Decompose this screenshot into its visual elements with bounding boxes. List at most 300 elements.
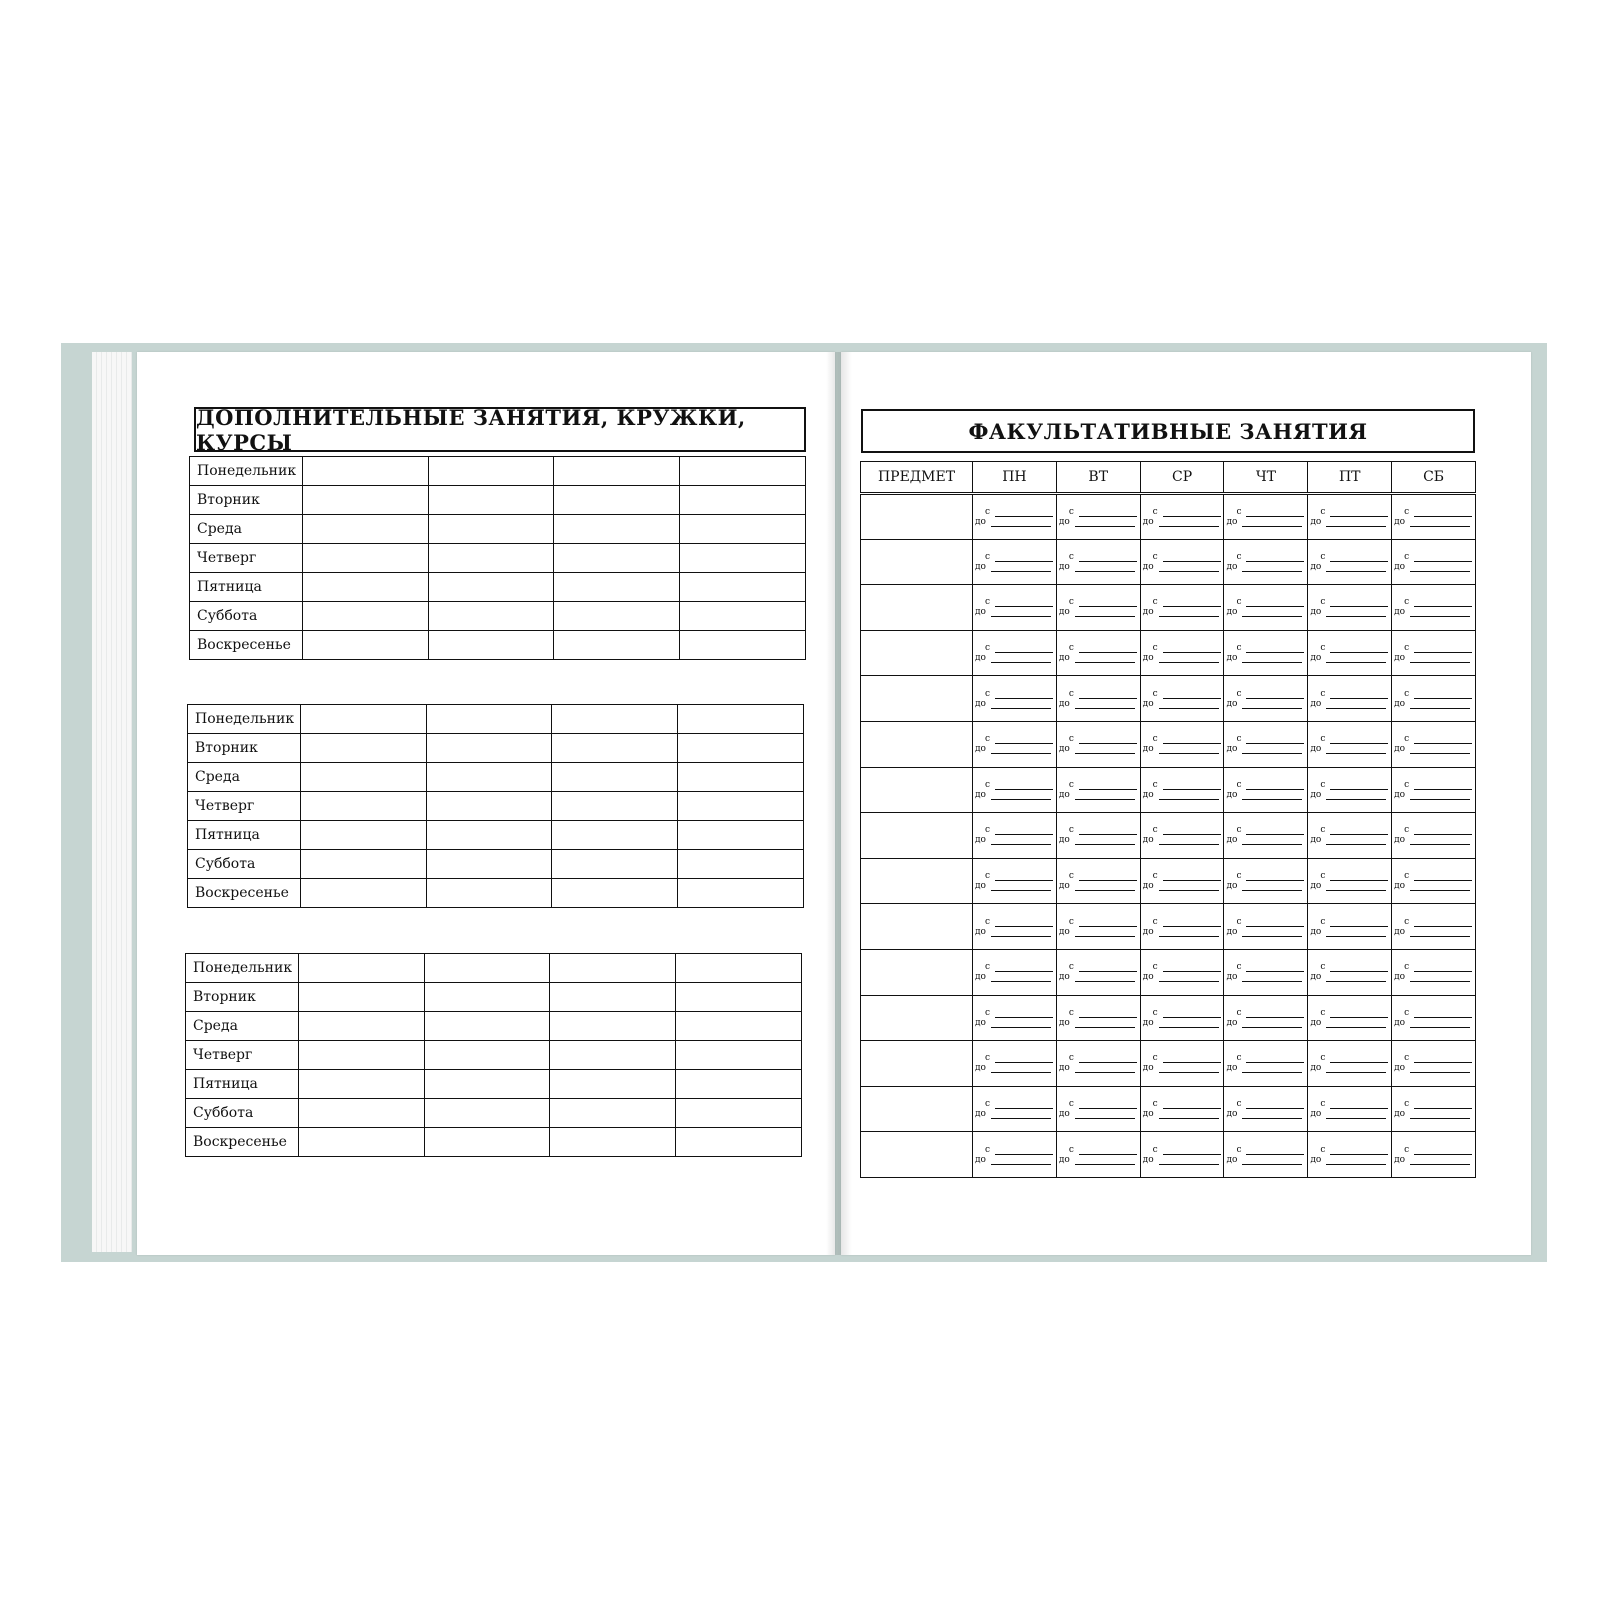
- from-line: [1079, 918, 1137, 927]
- to-label: до: [975, 835, 986, 846]
- subject-cell: [861, 767, 973, 813]
- blank-cell: [554, 457, 680, 486]
- to-label: до: [975, 1109, 986, 1120]
- from-line: [1414, 918, 1472, 927]
- day-label: Понедельник: [186, 954, 299, 983]
- from-line: [1163, 690, 1221, 699]
- time-slot: [1394, 1145, 1473, 1165]
- time-slot-cell: [1224, 630, 1308, 676]
- blank-cell: [298, 1041, 424, 1070]
- to-label: до: [1058, 744, 1070, 755]
- from-label: с: [1152, 1099, 1158, 1110]
- time-slot-cell: [973, 995, 1057, 1041]
- time-slot-cell: [973, 813, 1057, 859]
- time-slot: [1059, 780, 1138, 800]
- time-slot: [975, 734, 1054, 754]
- time-slot: [1394, 1008, 1473, 1028]
- to-line: [1242, 1156, 1302, 1165]
- to-line: [991, 973, 1051, 982]
- subject-cell: [861, 676, 973, 722]
- to-line: [1410, 1019, 1470, 1028]
- subject-cell: [861, 721, 973, 767]
- from-line: [1246, 918, 1304, 927]
- from-line: [1079, 553, 1137, 562]
- time-slot: [1394, 689, 1473, 709]
- blank-cell: [554, 573, 680, 602]
- subject-cell: [861, 494, 973, 540]
- time-slot-cell: [1056, 904, 1140, 950]
- to-line: [1410, 700, 1470, 709]
- blank-cell: [300, 734, 426, 763]
- time-slot-cell: [1140, 676, 1224, 722]
- blank-cell: [680, 544, 806, 573]
- blank-cell: [680, 631, 806, 660]
- blank-cell: [550, 983, 676, 1012]
- to-label: до: [1142, 698, 1154, 709]
- time-slot: [975, 552, 1054, 572]
- time-slot: [1310, 734, 1389, 754]
- days-table-1-row: [190, 573, 806, 602]
- days-table-1-row: [190, 602, 806, 631]
- time-slot-cell: [1140, 539, 1224, 585]
- from-label: с: [1152, 1007, 1158, 1018]
- from-label: с: [1152, 916, 1158, 927]
- header-wed: СР: [1140, 462, 1224, 494]
- from-label: с: [1404, 779, 1410, 790]
- time-slot-cell: [973, 1132, 1057, 1178]
- from-label: с: [1068, 506, 1074, 517]
- time-slot: [975, 825, 1054, 845]
- from-line: [1246, 1146, 1304, 1155]
- from-label: с: [1320, 734, 1326, 745]
- to-label: до: [1142, 835, 1154, 846]
- time-slot-cell: [1392, 630, 1476, 676]
- to-label: до: [1058, 789, 1070, 800]
- to-label: до: [975, 1154, 986, 1165]
- from-label: с: [1404, 1144, 1410, 1155]
- days-table-2-row: [188, 821, 804, 850]
- from-line: [1246, 508, 1304, 517]
- from-label: с: [1068, 597, 1074, 608]
- day-label: Воскресенье: [190, 631, 303, 660]
- time-slot-cell: [1056, 494, 1140, 540]
- day-label: Суббота: [188, 850, 301, 879]
- to-label: до: [1394, 835, 1406, 846]
- to-label: до: [1058, 881, 1070, 892]
- time-slot-cell: [1392, 1132, 1476, 1178]
- time-slot: [1059, 825, 1138, 845]
- from-label: с: [1068, 962, 1074, 973]
- blank-cell: [298, 954, 424, 983]
- from-line: [1079, 598, 1137, 607]
- from-line: [1246, 690, 1304, 699]
- from-line: [1163, 553, 1221, 562]
- to-line: [1242, 563, 1302, 572]
- time-slot: [1226, 1008, 1305, 1028]
- to-label: до: [1394, 698, 1406, 709]
- to-label: до: [1058, 972, 1070, 983]
- to-label: до: [1058, 698, 1070, 709]
- blank-cell: [428, 486, 554, 515]
- time-slot: [1394, 643, 1473, 663]
- from-label: с: [1236, 871, 1242, 882]
- to-label: до: [1310, 607, 1322, 618]
- time-slot-cell: [973, 949, 1057, 995]
- time-slot-cell: [973, 904, 1057, 950]
- time-slot: [975, 643, 1054, 663]
- blank-cell: [676, 983, 802, 1012]
- to-label: до: [975, 561, 986, 572]
- blank-cell: [302, 457, 428, 486]
- time-slot-cell: [1056, 630, 1140, 676]
- from-line: [995, 963, 1053, 972]
- from-label: с: [1236, 779, 1242, 790]
- day-label: Пятница: [188, 821, 301, 850]
- blank-cell: [428, 602, 554, 631]
- from-line: [1246, 963, 1304, 972]
- from-line: [1246, 598, 1304, 607]
- days-table-2: [187, 704, 804, 908]
- from-label: с: [1404, 597, 1410, 608]
- time-slot-cell: [1308, 858, 1392, 904]
- from-label: с: [1152, 871, 1158, 882]
- blank-cell: [678, 821, 804, 850]
- from-line: [995, 1146, 1053, 1155]
- to-line: [1075, 563, 1135, 572]
- time-slot-cell: [973, 1086, 1057, 1132]
- to-line: [1242, 836, 1302, 845]
- blank-cell: [302, 486, 428, 515]
- from-label: с: [1404, 1053, 1410, 1064]
- page-edges: [92, 352, 132, 1252]
- from-label: с: [1068, 825, 1074, 836]
- to-label: до: [1310, 881, 1322, 892]
- day-label: Среда: [190, 515, 303, 544]
- days-table-1: [189, 456, 806, 660]
- electives-header-row: [861, 462, 1476, 494]
- from-label: с: [1152, 825, 1158, 836]
- blank-cell: [424, 1099, 550, 1128]
- elective-row: [861, 767, 1476, 813]
- blank-cell: [302, 573, 428, 602]
- blank-cell: [552, 734, 678, 763]
- to-line: [1242, 1064, 1302, 1073]
- time-slot: [975, 962, 1054, 982]
- time-slot: [1394, 917, 1473, 937]
- from-line: [1414, 781, 1472, 790]
- to-label: до: [1310, 835, 1322, 846]
- to-label: до: [1310, 698, 1322, 709]
- to-label: до: [975, 1017, 986, 1028]
- blank-cell: [676, 1099, 802, 1128]
- time-slot-cell: [973, 858, 1057, 904]
- to-line: [1159, 791, 1219, 800]
- day-label: Суббота: [190, 602, 303, 631]
- day-label: Среда: [186, 1012, 299, 1041]
- time-slot-cell: [1140, 494, 1224, 540]
- to-label: до: [1226, 881, 1238, 892]
- from-line: [1414, 553, 1472, 562]
- time-slot: [1394, 871, 1473, 891]
- time-slot: [1226, 734, 1305, 754]
- time-slot-cell: [1224, 1086, 1308, 1132]
- from-label: с: [1152, 1053, 1158, 1064]
- time-slot: [975, 1053, 1054, 1073]
- elective-row: [861, 676, 1476, 722]
- time-slot-cell: [1392, 858, 1476, 904]
- time-slot-cell: [973, 721, 1057, 767]
- from-line: [1414, 508, 1472, 517]
- day-label: Четверг: [188, 792, 301, 821]
- to-line: [1075, 700, 1135, 709]
- day-label: Среда: [188, 763, 301, 792]
- from-line: [1079, 963, 1137, 972]
- blank-cell: [552, 850, 678, 879]
- time-slot: [1059, 552, 1138, 572]
- from-label: с: [1404, 962, 1410, 973]
- to-line: [1326, 1156, 1386, 1165]
- from-line: [1079, 644, 1137, 653]
- time-slot-cell: [1140, 721, 1224, 767]
- from-line: [995, 1009, 1053, 1018]
- from-line: [995, 918, 1053, 927]
- time-slot: [1059, 507, 1138, 527]
- to-line: [1242, 745, 1302, 754]
- time-slot-cell: [1392, 813, 1476, 859]
- blank-cell: [302, 515, 428, 544]
- time-slot: [1394, 1053, 1473, 1073]
- days-table-3-row: [186, 1099, 802, 1128]
- from-line: [1163, 918, 1221, 927]
- time-slot: [1059, 689, 1138, 709]
- blank-cell: [552, 879, 678, 908]
- to-line: [1159, 518, 1219, 527]
- time-slot: [1059, 597, 1138, 617]
- time-slot-cell: [1224, 767, 1308, 813]
- from-label: с: [985, 1053, 991, 1064]
- elective-row: [861, 585, 1476, 631]
- to-line: [991, 928, 1051, 937]
- to-label: до: [1310, 744, 1322, 755]
- days-table-1-row: [190, 544, 806, 573]
- from-line: [995, 598, 1053, 607]
- to-label: до: [1394, 926, 1406, 937]
- subject-cell: [861, 904, 973, 950]
- electives-table: [860, 461, 1476, 1178]
- from-label: с: [1068, 734, 1074, 745]
- blank-cell: [298, 1128, 424, 1157]
- to-line: [991, 1156, 1051, 1165]
- to-line: [1410, 563, 1470, 572]
- from-line: [1414, 1009, 1472, 1018]
- from-line: [1079, 1054, 1137, 1063]
- from-label: с: [985, 916, 991, 927]
- time-slot: [1226, 1053, 1305, 1073]
- time-slot: [1226, 962, 1305, 982]
- time-slot-cell: [973, 494, 1057, 540]
- to-label: до: [975, 698, 986, 709]
- blank-cell: [550, 1012, 676, 1041]
- blank-cell: [300, 879, 426, 908]
- to-label: до: [1226, 1154, 1238, 1165]
- to-label: до: [1310, 516, 1322, 527]
- blank-cell: [428, 544, 554, 573]
- blank-cell: [426, 792, 552, 821]
- from-label: с: [985, 825, 991, 836]
- elective-row: [861, 858, 1476, 904]
- to-line: [1326, 518, 1386, 527]
- from-line: [1414, 1054, 1472, 1063]
- time-slot-cell: [1392, 904, 1476, 950]
- time-slot: [1310, 1145, 1389, 1165]
- from-label: с: [1404, 1099, 1410, 1110]
- to-label: до: [1058, 926, 1070, 937]
- subject-cell: [861, 1041, 973, 1087]
- time-slot: [1059, 1053, 1138, 1073]
- from-label: с: [985, 1007, 991, 1018]
- from-label: с: [985, 779, 991, 790]
- from-line: [995, 1054, 1053, 1063]
- blank-cell: [426, 879, 552, 908]
- subject-cell: [861, 858, 973, 904]
- blank-cell: [424, 1012, 550, 1041]
- from-line: [1246, 735, 1304, 744]
- days-table-3: [185, 953, 802, 1157]
- to-label: до: [1394, 789, 1406, 800]
- blank-cell: [554, 631, 680, 660]
- days-table-2-row: [188, 792, 804, 821]
- from-line: [995, 1100, 1053, 1109]
- from-label: с: [1320, 1007, 1326, 1018]
- time-slot: [1310, 597, 1389, 617]
- spine-shadow: [826, 352, 852, 1255]
- from-label: с: [1320, 871, 1326, 882]
- time-slot-cell: [973, 539, 1057, 585]
- time-slot-cell: [973, 585, 1057, 631]
- elective-row: [861, 630, 1476, 676]
- from-line: [1414, 690, 1472, 699]
- time-slot-cell: [1056, 949, 1140, 995]
- to-line: [1075, 745, 1135, 754]
- blank-cell: [676, 1128, 802, 1157]
- from-label: с: [1404, 825, 1410, 836]
- time-slot: [1143, 780, 1222, 800]
- from-label: с: [985, 643, 991, 654]
- time-slot-cell: [1224, 494, 1308, 540]
- blank-cell: [298, 983, 424, 1012]
- to-line: [1410, 882, 1470, 891]
- from-label: с: [1320, 643, 1326, 654]
- blank-cell: [550, 954, 676, 983]
- time-slot: [975, 507, 1054, 527]
- to-label: до: [1142, 561, 1154, 572]
- to-line: [1326, 882, 1386, 891]
- time-slot: [975, 780, 1054, 800]
- day-label: Четверг: [186, 1041, 299, 1070]
- to-label: до: [1142, 881, 1154, 892]
- to-line: [1326, 700, 1386, 709]
- time-slot-cell: [1224, 1132, 1308, 1178]
- elective-row: [861, 904, 1476, 950]
- from-line: [1079, 1146, 1137, 1155]
- blank-cell: [424, 1041, 550, 1070]
- to-line: [1075, 1064, 1135, 1073]
- to-label: до: [1310, 653, 1322, 664]
- to-line: [991, 654, 1051, 663]
- from-label: с: [985, 551, 991, 562]
- from-label: с: [1068, 1144, 1074, 1155]
- from-line: [1163, 872, 1221, 881]
- time-slot-cell: [1056, 585, 1140, 631]
- right-page-title: ФАКУЛЬТАТИВНЫЕ ЗАНЯТИЯ: [861, 409, 1475, 453]
- to-line: [1410, 1156, 1470, 1165]
- from-line: [1163, 598, 1221, 607]
- time-slot: [1143, 597, 1222, 617]
- time-slot-cell: [1308, 1041, 1392, 1087]
- blank-cell: [302, 602, 428, 631]
- from-label: с: [985, 871, 991, 882]
- from-label: с: [1152, 643, 1158, 654]
- time-slot: [1059, 871, 1138, 891]
- to-line: [1410, 1064, 1470, 1073]
- to-label: до: [1226, 789, 1238, 800]
- from-line: [1163, 963, 1221, 972]
- to-line: [1242, 608, 1302, 617]
- blank-cell: [678, 792, 804, 821]
- to-label: до: [1142, 926, 1154, 937]
- from-line: [1414, 644, 1472, 653]
- from-label: с: [1236, 1144, 1242, 1155]
- time-slot: [1143, 1145, 1222, 1165]
- blank-cell: [550, 1128, 676, 1157]
- time-slot: [1143, 825, 1222, 845]
- from-label: с: [1320, 916, 1326, 927]
- to-label: до: [1058, 1154, 1070, 1165]
- from-line: [1079, 872, 1137, 881]
- subject-cell: [861, 630, 973, 676]
- to-line: [1242, 791, 1302, 800]
- from-line: [1246, 644, 1304, 653]
- time-slot: [1226, 1099, 1305, 1119]
- to-line: [1075, 608, 1135, 617]
- blank-cell: [300, 792, 426, 821]
- from-line: [1330, 690, 1388, 699]
- time-slot: [975, 597, 1054, 617]
- days-table-2-row: [188, 734, 804, 763]
- from-line: [1414, 872, 1472, 881]
- time-slot-cell: [1140, 630, 1224, 676]
- day-label: Вторник: [190, 486, 303, 515]
- subject-cell: [861, 1086, 973, 1132]
- to-line: [1410, 791, 1470, 800]
- time-slot: [1310, 1053, 1389, 1073]
- elective-row: [861, 1132, 1476, 1178]
- time-slot: [1310, 1008, 1389, 1028]
- subject-cell: [861, 995, 973, 1041]
- time-slot-cell: [1392, 494, 1476, 540]
- blank-cell: [426, 850, 552, 879]
- day-label: Вторник: [186, 983, 299, 1012]
- time-slot: [1059, 962, 1138, 982]
- from-line: [1330, 963, 1388, 972]
- day-label: Пятница: [190, 573, 303, 602]
- elective-row: [861, 1086, 1476, 1132]
- from-label: с: [1236, 506, 1242, 517]
- day-label: Пятница: [186, 1070, 299, 1099]
- time-slot: [1394, 552, 1473, 572]
- days-table-3-row: [186, 1070, 802, 1099]
- to-line: [1410, 836, 1470, 845]
